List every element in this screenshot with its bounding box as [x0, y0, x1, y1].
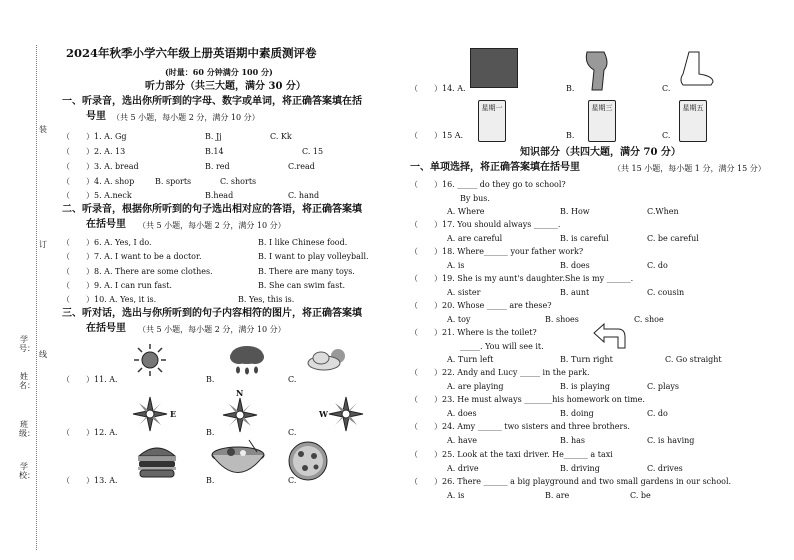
- binding-margin-dots: [36, 45, 43, 550]
- side-label-banji: 班级：: [19, 420, 35, 438]
- foot-icon: [675, 50, 715, 88]
- q23-option-b: B. doing: [560, 409, 594, 418]
- q16-option-c: C.When: [647, 207, 679, 216]
- q5-option-c: C. hand: [288, 191, 320, 200]
- q3-option-b: B. red: [205, 162, 230, 171]
- side-label-zhuang: 装: [39, 125, 47, 134]
- q5-number: （ ）5. A.neck: [62, 191, 132, 200]
- q8-number: （ ）8. A. There are some clothes.: [62, 267, 213, 276]
- q6-option-b: B. I like Chinese food.: [258, 238, 348, 247]
- q3-option-c: C.read: [288, 162, 315, 171]
- compass-letter-n: N: [236, 388, 244, 398]
- listening-s3-heading: 三、听对话，选出与你所听到的句子内容相符的图片，将正确答案填: [62, 308, 362, 319]
- q25-option-a: A. drive: [447, 464, 479, 473]
- listening-s2-note: （共 5 小题，每小题 2 分，满分 10 分）: [138, 221, 286, 230]
- q18-option-b: B. does: [560, 261, 590, 270]
- q24-option-b: B. has: [560, 436, 585, 445]
- q25-option-c: C. drives: [647, 464, 683, 473]
- q25-question: （ ）25. Look at the taxi driver. He______ a taxi: [410, 450, 613, 459]
- q17-question: （ ）17. You should always ______.: [410, 220, 561, 229]
- listening-s3-note: （共 5 小题，每小题 2 分，满分 10 分）: [138, 325, 286, 334]
- q21-answer-line: _____. You will see it.: [460, 342, 544, 351]
- q15-option-b: B.: [566, 131, 575, 140]
- hand-picture-icon: [470, 48, 518, 88]
- q16-option-a: A. Where: [447, 207, 485, 216]
- q16-option-b: B. How: [560, 207, 590, 216]
- q25-option-b: B. driving: [560, 464, 600, 473]
- q18-option-a: A. is: [447, 261, 465, 270]
- q15-number: （ ）15 A.: [410, 131, 464, 140]
- q4-option-c: C. shorts: [220, 177, 257, 186]
- knowledge-s1-note: （共 15 小题，每小题 1 分，满分 15 分）: [613, 164, 766, 173]
- q11-option-b: B.: [206, 375, 215, 384]
- side-label-xuehao: 学号：: [19, 335, 35, 353]
- q24-question: （ ）24. Amy ______ two sisters and three brothers.: [410, 422, 630, 431]
- q26-option-c: C. be: [630, 491, 651, 500]
- q18-question: （ ）18. Where______ your father work?: [410, 247, 584, 256]
- q16-question: （ ）16. _____ do they go to school?: [410, 180, 566, 189]
- q14-option-b: B.: [566, 84, 575, 93]
- q4-option-b: B. sports: [155, 177, 192, 186]
- compass-north-icon: [222, 397, 258, 433]
- side-label-xuexiao: 学校：: [19, 462, 35, 480]
- page-title: 2024年秋季小学六年级上册英语期中素质测评卷: [66, 46, 317, 60]
- q19-option-a: A. sister: [447, 288, 481, 297]
- side-label-xingming: 姓名：: [19, 372, 35, 390]
- q20-option-a: A. toy: [447, 315, 471, 324]
- q24-option-a: A. have: [447, 436, 478, 445]
- q10-option-b: B. Yes, this is.: [238, 295, 295, 304]
- q15-option-c: C.: [662, 131, 671, 140]
- q13-option-c: C.: [288, 476, 297, 485]
- q13-number: （ ）13. A.: [62, 476, 118, 485]
- q17-option-b: B. is careful: [560, 234, 609, 243]
- side-label-ding: 订: [39, 240, 47, 249]
- q21-option-c: C. Go straight: [665, 355, 722, 364]
- q23-question: （ ）23. He must always _______his homework on time.: [410, 395, 645, 404]
- compass-west-icon: [328, 396, 364, 432]
- q11-number: （ ）11. A.: [62, 375, 118, 384]
- q5-option-b: B.head: [205, 191, 234, 200]
- q3-number: （ ）3. A. bread: [62, 162, 139, 171]
- q19-option-c: C. cousin: [647, 288, 685, 297]
- q20-option-b: B. shoes: [545, 315, 579, 324]
- q26-question: （ ）26. There ______ a big playground and two small gardens in our school.: [410, 477, 732, 486]
- q22-option-c: C. plays: [647, 382, 679, 391]
- listening-s1-heading: 一、听录音，选出你所听到的字母、数字或单词，将正确答案填在括: [62, 96, 362, 107]
- q9-number: （ ）9. A. I can run fast.: [62, 281, 172, 290]
- q1-option-b: B. Jj: [205, 132, 222, 141]
- q8-option-b: B. There are many toys.: [258, 267, 355, 276]
- q21-option-b: B. Turn right: [560, 355, 613, 364]
- q12-option-b: B.: [206, 428, 215, 437]
- q24-option-c: C. is having: [647, 436, 695, 445]
- q1-number: （ ）1. A. Gg: [62, 132, 127, 141]
- q18-option-c: C. do: [647, 261, 668, 270]
- listening-s1-heading2: 号里: [86, 111, 106, 122]
- q21-question: （ ）21. Where is the toilet?: [410, 328, 537, 337]
- q17-option-c: C. be careful: [647, 234, 699, 243]
- side-label-xian: 线: [39, 350, 47, 359]
- q12-number: （ ）12. A.: [62, 428, 118, 437]
- listening-s3-heading2: 在括号里: [86, 323, 126, 334]
- q2-option-c: C. 15: [302, 147, 324, 156]
- q6-number: （ ）6. A. Yes, I do.: [62, 238, 152, 247]
- knee-leg-icon: [582, 50, 612, 92]
- q23-option-a: A. does: [447, 409, 477, 418]
- listening-header: 听力部分（共三大题，满分 30 分）: [145, 81, 306, 92]
- q10-number: （ ）10. A. Yes, it is.: [62, 295, 157, 304]
- compass-east-icon: [132, 396, 168, 432]
- sun-icon: [133, 343, 167, 377]
- pizza-icon: [287, 440, 329, 482]
- q23-option-c: C. do: [647, 409, 668, 418]
- q12-option-c: C.: [288, 428, 297, 437]
- q13-option-b: B.: [206, 476, 215, 485]
- turn-left-arrow-icon: [592, 323, 628, 349]
- q19-option-b: B. aunt: [560, 288, 590, 297]
- noodle-bowl-icon: [209, 438, 267, 480]
- q22-option-a: A. are playing: [447, 382, 504, 391]
- q7-number: （ ）7. A. I want to be a doctor.: [62, 252, 202, 261]
- q26-option-b: B. are: [545, 491, 570, 500]
- hamburger-icon: [136, 440, 178, 480]
- compass-letter-e: E: [170, 409, 177, 419]
- q2-option-b: B.14: [205, 147, 224, 156]
- partly-cloudy-icon: [306, 346, 352, 372]
- q1-option-c: C. Kk: [270, 132, 292, 141]
- q14-number: （ ）14. A.: [410, 84, 466, 93]
- weekday-flag-monday: 星期一: [478, 100, 506, 142]
- knowledge-header: 知识部分（共四大题，满分 70 分）: [520, 147, 681, 158]
- listening-s1-note: （共 5 小题，每小题 2 分，满分 10 分）: [112, 113, 260, 122]
- q16-answer-line: By bus.: [460, 194, 490, 203]
- q22-question: （ ）22. Andy and Lucy _____ in the park.: [410, 368, 590, 377]
- page-subtitle: (时量：60 分钟满分 100 分): [165, 67, 273, 77]
- q14-option-c: C.: [662, 84, 671, 93]
- listening-s2-heading2: 在括号里: [86, 219, 126, 230]
- knowledge-s1-heading: 一、单项选择，将正确答案填在括号里: [410, 162, 580, 173]
- q22-option-b: B. is playing: [560, 382, 610, 391]
- listening-s2-heading: 二、听录音，根据你所听到的句子选出相对应的答语，将正确答案填: [62, 204, 362, 215]
- q20-question: （ ）20. Whose _____ are these?: [410, 301, 552, 310]
- q9-option-b: B. She can swim fast.: [258, 281, 346, 290]
- q19-question: （ ）19. She is my aunt's daughter.She is my ______.: [410, 274, 634, 283]
- compass-letter-w: W: [319, 409, 328, 419]
- q7-option-b: B. I want to play volleyball.: [258, 252, 369, 261]
- q20-option-c: C. shoe: [634, 315, 664, 324]
- q11-option-c: C.: [288, 375, 297, 384]
- q2-number: （ ）2. A. 13: [62, 147, 126, 156]
- q21-option-a: A. Turn left: [447, 355, 494, 364]
- q4-number: （ ）4. A. shop: [62, 177, 135, 186]
- q26-option-a: A. is: [447, 491, 465, 500]
- weekday-flag-wednesday: 星期三: [588, 100, 616, 142]
- q17-option-a: A. are careful: [447, 234, 503, 243]
- rain-cloud-icon: [228, 343, 266, 377]
- weekday-flag-friday: 星期五: [679, 100, 707, 142]
